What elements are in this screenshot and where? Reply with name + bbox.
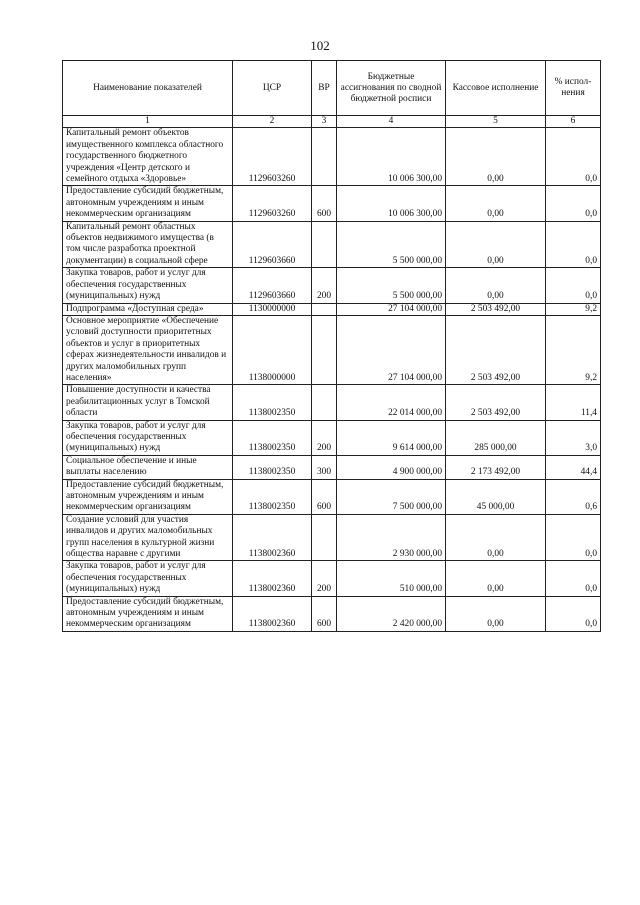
- column-number-row: [63, 116, 601, 128]
- row-cash: 0,00: [446, 186, 546, 221]
- row-cash: 0,00: [446, 596, 546, 631]
- row-pct: 0,0: [546, 128, 601, 186]
- table-row: [63, 186, 601, 221]
- column-number: 5: [446, 116, 546, 128]
- header-csr: ЦСР: [233, 61, 312, 116]
- table-row: [63, 303, 601, 315]
- table-row: [63, 385, 601, 420]
- page-number: 102: [310, 38, 330, 53]
- table-row: [63, 455, 601, 479]
- header-cash: Кассовое исполнение: [446, 61, 546, 116]
- table-row: [63, 596, 601, 631]
- row-vr: 300: [312, 455, 337, 479]
- table-body: [63, 128, 601, 631]
- row-csr: 1129603260: [233, 186, 312, 221]
- table-row: [63, 315, 601, 384]
- row-csr: 1130000000: [233, 303, 312, 315]
- row-csr: 1138002350: [233, 420, 312, 455]
- row-vr: 200: [312, 268, 337, 303]
- row-csr: 1138002360: [233, 596, 312, 631]
- row-budget: 7 500 000,00: [337, 479, 446, 514]
- row-csr: 1138002360: [233, 561, 312, 596]
- table-row: [63, 268, 601, 303]
- row-budget: 27 104 000,00: [337, 315, 446, 384]
- row-cash: 2 503 492,00: [446, 303, 546, 315]
- column-number: 4: [337, 116, 446, 128]
- table-row: [63, 561, 601, 596]
- row-budget: 22 014 000,00: [337, 385, 446, 420]
- row-pct: 0,0: [546, 561, 601, 596]
- row-budget: 4 900 000,00: [337, 455, 446, 479]
- row-vr: [312, 514, 337, 561]
- table-row: [63, 514, 601, 561]
- row-pct: 0,0: [546, 186, 601, 221]
- header-pct: % испол-нения: [546, 61, 601, 116]
- row-pct: 9,2: [546, 315, 601, 384]
- row-budget: 510 000,00: [337, 561, 446, 596]
- row-name: Закупка товаров, работ и услуг для обеспечения государственных (муниципальных) нужд: [63, 268, 233, 303]
- row-csr: 1138000000: [233, 315, 312, 384]
- row-name: Социальное обеспечение и иные выплаты населению: [63, 455, 233, 479]
- row-cash: 2 503 492,00: [446, 385, 546, 420]
- row-vr: 600: [312, 596, 337, 631]
- row-cash: 0,00: [446, 221, 546, 268]
- header-name: Наименование показателей: [63, 61, 233, 116]
- row-cash: 0,00: [446, 514, 546, 561]
- row-vr: [312, 385, 337, 420]
- budget-execution-table: [62, 60, 601, 632]
- row-cash: 2 173 492,00: [446, 455, 546, 479]
- row-cash: 285 000,00: [446, 420, 546, 455]
- row-budget: 27 104 000,00: [337, 303, 446, 315]
- row-budget: 2 930 000,00: [337, 514, 446, 561]
- row-budget: 2 420 000,00: [337, 596, 446, 631]
- row-pct: 9,2: [546, 303, 601, 315]
- row-name: Капитальный ремонт объектов имущественного комплекса областного государственного бюджетного учреждения «Центр детского и семейного отдыха «Здоровье»: [63, 128, 233, 186]
- header-budget: Бюджетные ассигнования по сводной бюджетной росписи: [337, 61, 446, 116]
- row-csr: 1129603660: [233, 221, 312, 268]
- row-cash: 45 000,00: [446, 479, 546, 514]
- row-budget: 5 500 000,00: [337, 221, 446, 268]
- row-name: Предоставление субсидий бюджетным, автономным учреждениям и иным некоммерческим организациям: [63, 186, 233, 221]
- row-name: Повышение доступности и качества реабилитационных услуг в Томской области: [63, 385, 233, 420]
- row-name: Подпрограмма «Доступная среда»: [63, 303, 233, 315]
- row-pct: 11,4: [546, 385, 601, 420]
- table-row: [63, 479, 601, 514]
- row-vr: 200: [312, 561, 337, 596]
- table-row: [63, 128, 601, 186]
- row-cash: 0,00: [446, 128, 546, 186]
- header-row: [63, 61, 601, 116]
- row-name: Предоставление субсидий бюджетным, автономным учреждениям и иным некоммерческим организациям: [63, 479, 233, 514]
- row-csr: 1138002350: [233, 385, 312, 420]
- row-name: Капитальный ремонт областных объектов недвижимого имущества (в том числе разработка проектной документации) в социальной сфере: [63, 221, 233, 268]
- row-cash: 0,00: [446, 268, 546, 303]
- row-csr: 1129603660: [233, 268, 312, 303]
- row-name: Закупка товаров, работ и услуг для обеспечения государственных (муниципальных) нужд: [63, 561, 233, 596]
- column-number: 1: [63, 116, 233, 128]
- column-number: 6: [546, 116, 601, 128]
- row-vr: [312, 128, 337, 186]
- row-pct: 0,0: [546, 596, 601, 631]
- header-vr: ВР: [312, 61, 337, 116]
- column-number: 2: [233, 116, 312, 128]
- row-name: Закупка товаров, работ и услуг для обеспечения государственных (муниципальных) нужд: [63, 420, 233, 455]
- row-pct: 3,0: [546, 420, 601, 455]
- row-csr: 1138002360: [233, 514, 312, 561]
- row-pct: 0,0: [546, 221, 601, 268]
- row-cash: 2 503 492,00: [446, 315, 546, 384]
- row-name: Предоставление субсидий бюджетным, автономным учреждениям и иным некоммерческим организациям: [63, 596, 233, 631]
- row-vr: 200: [312, 420, 337, 455]
- row-vr: 600: [312, 479, 337, 514]
- table-row: [63, 221, 601, 268]
- row-csr: 1138002350: [233, 455, 312, 479]
- row-pct: 0,0: [546, 268, 601, 303]
- row-name: Основное мероприятие «Обеспечение условий доступности приоритетных объектов и услуг в приоритетных сферах жизнедеятельности инвалидов и других маломобильных групп населения»: [63, 315, 233, 384]
- row-budget: 10 006 300,00: [337, 186, 446, 221]
- row-pct: 44,4: [546, 455, 601, 479]
- row-vr: [312, 303, 337, 315]
- row-vr: [312, 221, 337, 268]
- row-vr: [312, 315, 337, 384]
- row-budget: 10 006 300,00: [337, 128, 446, 186]
- row-name: Создание условий для участия инвалидов и других маломобильных групп населения в культурной жизни общества наравне с другими: [63, 514, 233, 561]
- row-pct: 0,6: [546, 479, 601, 514]
- row-pct: 0,0: [546, 514, 601, 561]
- table-row: [63, 420, 601, 455]
- row-cash: 0,00: [446, 561, 546, 596]
- row-csr: 1129603260: [233, 128, 312, 186]
- row-csr: 1138002350: [233, 479, 312, 514]
- row-vr: 600: [312, 186, 337, 221]
- row-budget: 5 500 000,00: [337, 268, 446, 303]
- row-budget: 9 614 000,00: [337, 420, 446, 455]
- column-number: 3: [312, 116, 337, 128]
